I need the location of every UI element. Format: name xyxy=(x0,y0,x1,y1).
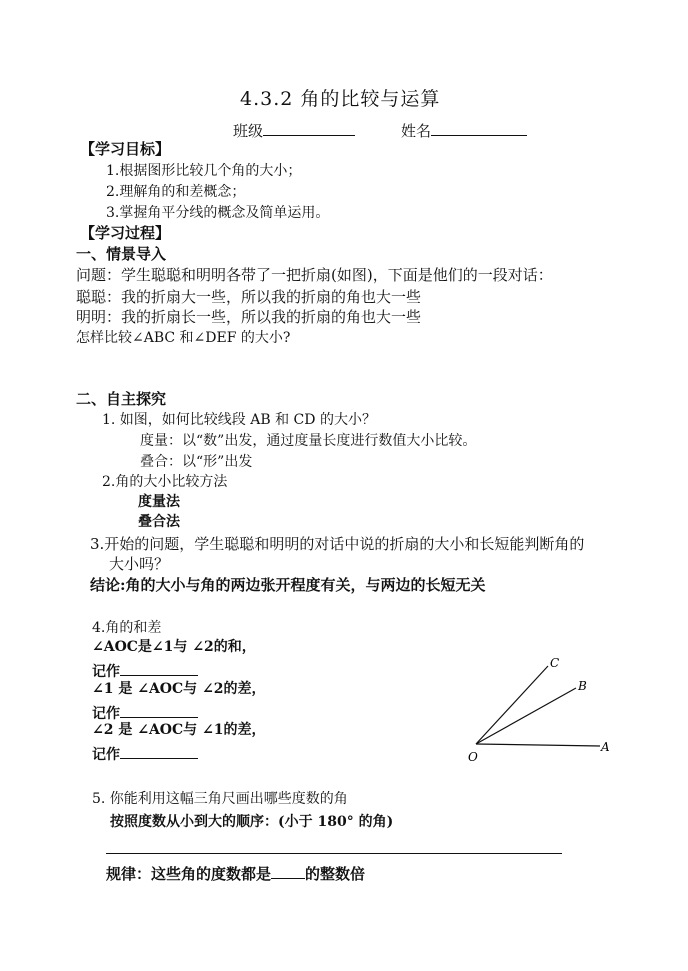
label-o: O xyxy=(468,750,478,764)
record-label: 记作 xyxy=(92,747,120,763)
label-b: B xyxy=(578,679,587,693)
q2-text: 2.角的大小比较方法 xyxy=(102,474,228,490)
goals-heading: 【学习目标】 xyxy=(80,140,171,158)
record-blank[interactable] xyxy=(120,661,198,676)
section1-congcong: 聪聪：我的折扇大一些，所以我的折扇的角也大一些 xyxy=(76,288,422,306)
rule-blank[interactable] xyxy=(271,864,305,879)
q2-method-overlap: 叠合法 xyxy=(138,514,180,530)
ray-oa xyxy=(476,744,600,746)
q4-record-1[interactable] xyxy=(92,661,198,679)
q3-line2: 大小吗？ xyxy=(109,555,170,573)
section1-question: 问题：学生聪聪和明明各带了一把折扇(如图)，下面是他们的一段对话： xyxy=(76,266,553,284)
ray-ob xyxy=(476,688,576,744)
page-title: 4.3.2 角的比较与运算 xyxy=(240,88,441,110)
q5-order: 按照度数从小到大的顺序：(小于 180° 的角) xyxy=(110,814,394,830)
goal-item: 1.根据图形比较几个角的大小； xyxy=(106,163,302,179)
angle-figure xyxy=(460,650,620,770)
q5-text: 5. 你能利用这幅三角尺画出哪些度数的角 xyxy=(92,791,348,807)
record-label: 记作 xyxy=(92,664,120,680)
q1-overlap: 叠合：以“形”出发 xyxy=(140,454,253,470)
class-field[interactable] xyxy=(233,121,355,139)
name-field[interactable] xyxy=(401,121,527,139)
record-label: 记作 xyxy=(92,706,120,722)
goal-item: 3.掌握角平分线的概念及简单运用。 xyxy=(106,205,330,221)
rule-prefix: 规律：这些角的度数都是 xyxy=(106,865,272,883)
q4-heading: 4.角的和差 xyxy=(92,620,162,636)
section2-heading: 二、自主探究 xyxy=(76,390,167,408)
q3-line1: 3.开始的问题，学生聪聪和明明的对话中说的折扇的大小和长短能判断角的 xyxy=(90,535,585,553)
rule-line xyxy=(106,864,365,882)
q4-record-3[interactable] xyxy=(92,744,198,762)
section1-compare: 怎样比较∠ABC 和∠DEF 的大小? xyxy=(76,330,291,346)
goal-item: 2.理解角的和差概念； xyxy=(106,184,246,200)
q4-sum: ∠AOC是∠1与 ∠2的和， xyxy=(92,639,256,655)
section1-heading: 一、情景导入 xyxy=(76,245,167,263)
process-heading: 【学习过程】 xyxy=(80,224,171,242)
rule-suffix: 的整数倍 xyxy=(305,865,366,883)
section1-mingming: 明明：我的折扇长一些，所以我的折扇的角也大一些 xyxy=(76,308,422,326)
record-blank[interactable] xyxy=(120,744,198,759)
answer-line[interactable] xyxy=(106,853,562,854)
q2-method-measure: 度量法 xyxy=(138,494,180,510)
ray-oc xyxy=(476,666,548,744)
label-c: C xyxy=(550,656,560,670)
q1-text: 1. 如图，如何比较线段 AB 和 CD 的大小？ xyxy=(102,412,376,428)
name-blank[interactable] xyxy=(431,121,527,136)
label-a: A xyxy=(601,740,610,754)
class-label: 班级 xyxy=(233,122,264,140)
q4-diff1: ∠1 是 ∠AOC与 ∠2的差， xyxy=(92,681,266,697)
record-blank[interactable] xyxy=(120,703,198,718)
conclusion: 结论:角的大小与角的两边张开程度有关，与两边的长短无关 xyxy=(90,576,486,594)
q4-diff2: ∠2 是 ∠AOC与 ∠1的差， xyxy=(92,722,266,738)
q1-measure: 度量：以“数”出发，通过度量长度进行数值大小比较。 xyxy=(140,433,477,449)
class-blank[interactable] xyxy=(263,121,355,136)
name-label: 姓名 xyxy=(401,122,432,140)
q4-record-2[interactable] xyxy=(92,703,198,721)
